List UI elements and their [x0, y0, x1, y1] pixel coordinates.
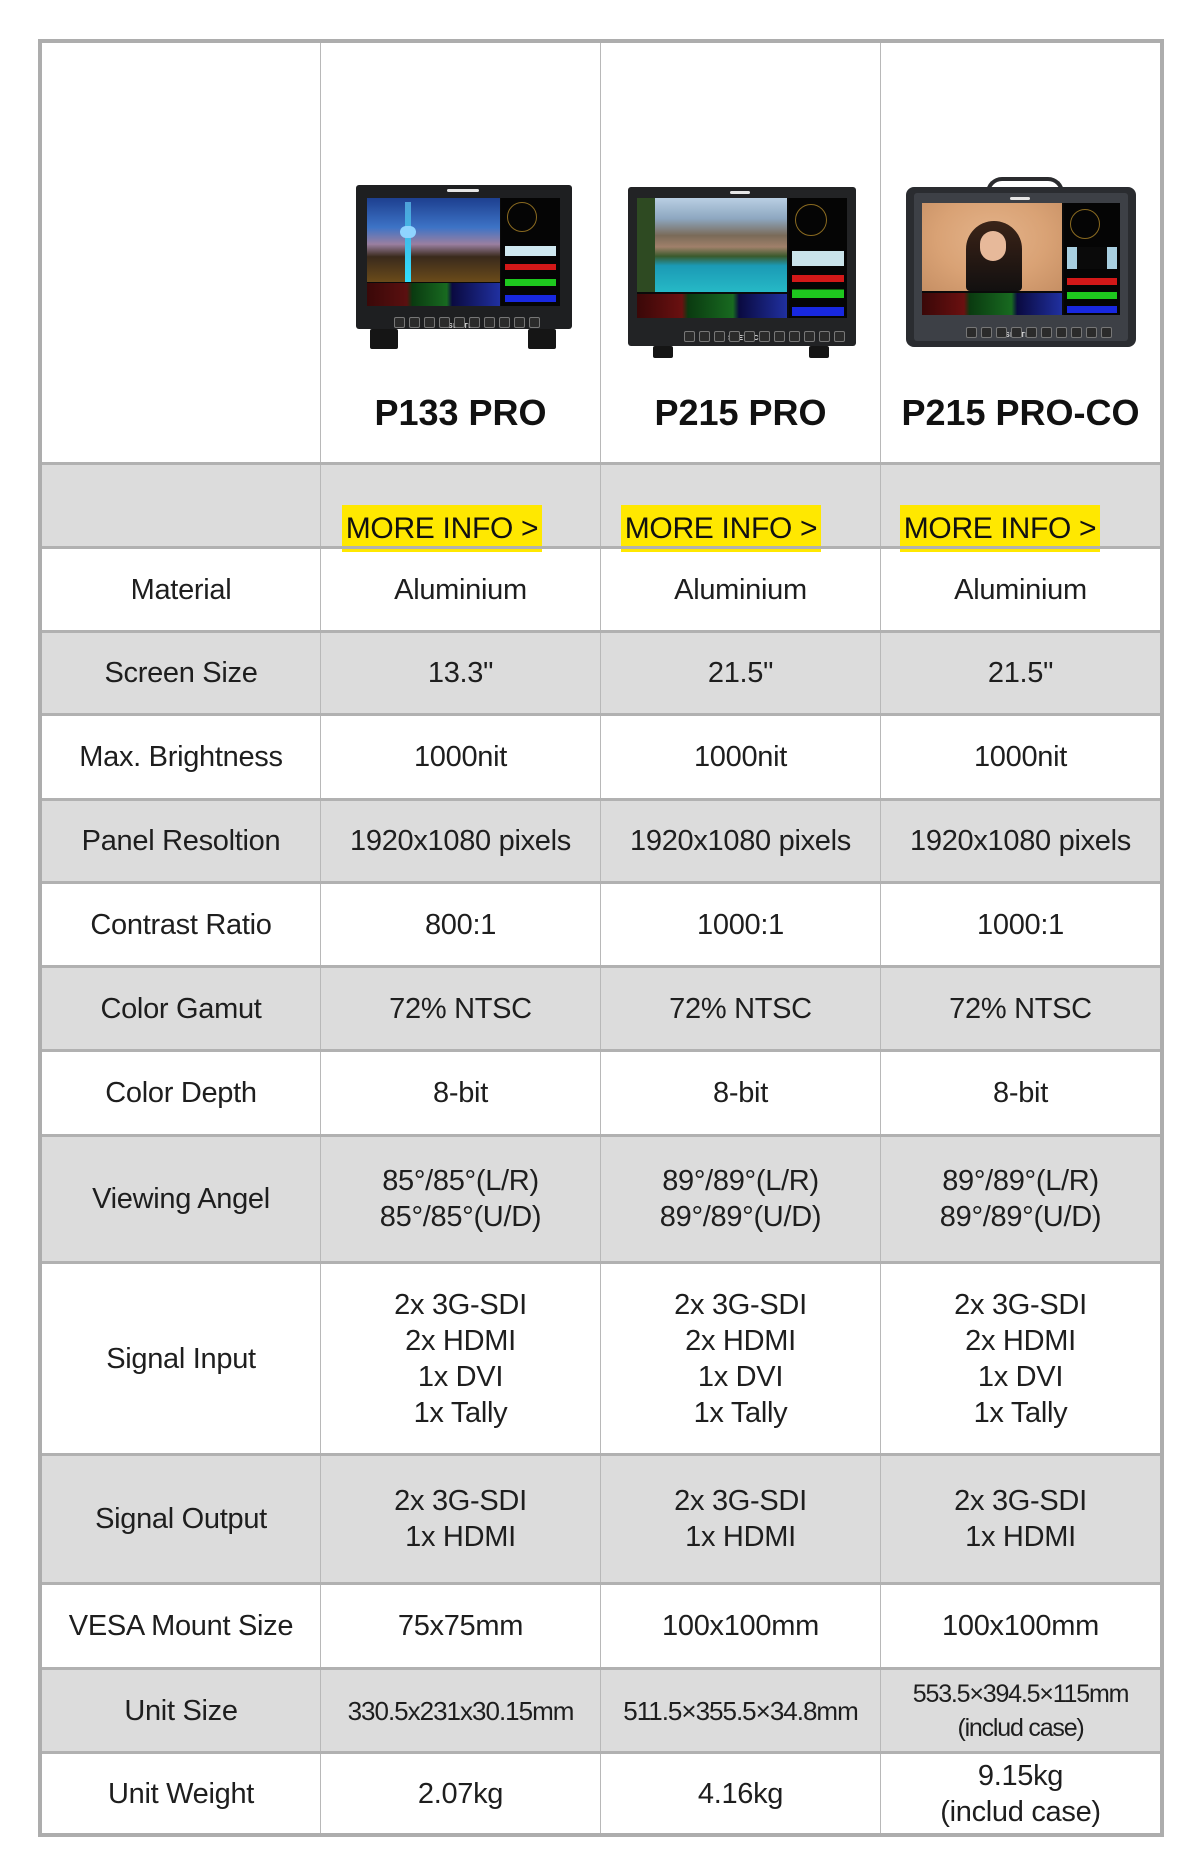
spec-row-viewing-angle [42, 1134, 1160, 1261]
spec-label: Contrast Ratio [90, 908, 272, 941]
spec-value-line: 89°/89°(L/R) [662, 1165, 819, 1197]
more-info-row [42, 462, 1160, 546]
spec-value-line: 2x 3G-SDI [394, 1485, 527, 1517]
spec-value-line: 1x HDMI [685, 1521, 796, 1553]
more-info-empty-cell [42, 465, 320, 546]
spec-value-line: 1x DVI [697, 1360, 784, 1393]
spec-value: 100x100mm [880, 1585, 1160, 1667]
product-header-row [42, 43, 1160, 462]
spec-value: 330.5x231x30.15mm [320, 1670, 600, 1751]
spec-value: 21.5" [600, 633, 880, 713]
spec-value: 1000nit [880, 716, 1160, 798]
spec-label: Screen Size [104, 657, 258, 689]
spec-value: 2.07kg [320, 1754, 600, 1833]
spec-value: 100x100mm [600, 1585, 880, 1667]
spec-value-line: (includ case) [940, 1795, 1101, 1828]
spec-value-line: 1x HDMI [965, 1521, 1076, 1553]
spec-value: 1000:1 [880, 884, 1160, 965]
spec-value-line: 2x 3G-SDI [674, 1485, 807, 1517]
more-info-cell [600, 465, 880, 546]
spec-value-line: 2x 3G-SDI [394, 1288, 527, 1321]
more-info-button-p133-pro[interactable]: MORE INFO > [342, 505, 542, 552]
monitor-p215-pro-co-image[interactable] [906, 177, 1136, 355]
spec-value-line: 1x DVI [417, 1360, 504, 1393]
spec-value: 8-bit [600, 1052, 880, 1134]
more-info-button-p215-pro[interactable]: MORE INFO > [621, 505, 821, 552]
spec-value-line: 9.15kg [977, 1759, 1064, 1792]
spec-row-max-brightness [42, 713, 1160, 798]
spec-value: 1920x1080 pixels [880, 801, 1160, 881]
spec-value-line: 2x HDMI [965, 1324, 1076, 1357]
spec-label: Signal Input [106, 1342, 256, 1375]
spec-value-line: 2x HDMI [405, 1324, 516, 1357]
spec-value: 8-bit [320, 1052, 600, 1134]
spec-value-line: 1x DVI [977, 1360, 1064, 1393]
more-info-cell [880, 465, 1160, 546]
spec-value [600, 1456, 880, 1582]
more-info-button-p215-pro-co[interactable]: MORE INFO > [900, 505, 1100, 552]
spec-value-line: 89°/89°(U/D) [659, 1201, 822, 1233]
spec-label: VESA Mount Size [68, 1610, 294, 1642]
header-empty-cell [42, 43, 320, 462]
product-column-header-p133-pro [320, 43, 600, 462]
spec-value [320, 1456, 600, 1582]
spec-value [880, 1264, 1160, 1453]
spec-value-line: 1x Tally [973, 1396, 1068, 1429]
product-name: P215 PRO-CO [901, 392, 1140, 433]
spec-row-vesa-mount-size [42, 1582, 1160, 1667]
product-column-header-p215-pro [600, 43, 880, 462]
spec-label: Unit Weight [107, 1777, 255, 1810]
spec-value: 4.16kg [600, 1754, 880, 1833]
spec-value: 1000:1 [600, 884, 880, 965]
spec-value-line: 553.5×394.5×115mm [912, 1679, 1129, 1708]
spec-value-line: 1x Tally [413, 1396, 508, 1429]
spec-label: Signal Output [95, 1503, 267, 1535]
spec-value-line: 2x 3G-SDI [674, 1288, 807, 1321]
spec-label: Color Gamut [100, 992, 262, 1025]
spec-value [600, 1137, 880, 1261]
spec-label: Unit Size [124, 1694, 238, 1727]
spec-row-panel-resolution [42, 798, 1160, 881]
spec-value-line: 85°/85°(L/R) [382, 1165, 539, 1197]
more-info-cell [320, 465, 600, 546]
spec-value-line: 2x 3G-SDI [954, 1485, 1087, 1517]
product-name: P215 PRO [654, 392, 827, 433]
spec-value: 1920x1080 pixels [600, 801, 880, 881]
spec-value [880, 1137, 1160, 1261]
spec-row-unit-size [42, 1667, 1160, 1751]
spec-value: 800:1 [320, 884, 600, 965]
spec-value-line: 89°/89°(L/R) [942, 1165, 1099, 1197]
spec-value: 1000nit [600, 716, 880, 798]
spec-row-signal-input [42, 1261, 1160, 1453]
spec-label: Material [130, 573, 232, 606]
monitor-p133-pro-image[interactable] [356, 185, 572, 357]
spec-value: Aluminium [880, 549, 1160, 630]
spec-label: Viewing Angel [92, 1183, 270, 1215]
spec-value-line: 89°/89°(U/D) [939, 1201, 1102, 1233]
spec-value: 1000nit [320, 716, 600, 798]
spec-value-line: 1x Tally [693, 1396, 788, 1429]
spec-value [320, 1264, 600, 1453]
spec-row-contrast-ratio [42, 881, 1160, 965]
spec-value: 1920x1080 pixels [320, 801, 600, 881]
spec-value-line: 2x HDMI [685, 1324, 796, 1357]
spec-value: 72% NTSC [320, 968, 600, 1049]
spec-row-unit-weight [42, 1751, 1160, 1833]
spec-row-color-depth [42, 1049, 1160, 1134]
spec-value: 75x75mm [320, 1585, 600, 1667]
spec-value: Aluminium [320, 549, 600, 630]
spec-value [880, 1456, 1160, 1582]
spec-value [320, 1137, 600, 1261]
spec-label: Max. Brightness [79, 741, 283, 773]
spec-row-color-gamut [42, 965, 1160, 1049]
product-column-header-p215-pro-co [880, 43, 1160, 462]
monitor-p215-pro-image[interactable] [628, 187, 856, 359]
spec-value: 72% NTSC [600, 968, 880, 1049]
spec-row-material [42, 546, 1160, 630]
spec-value: 72% NTSC [880, 968, 1160, 1049]
spec-row-signal-output [42, 1453, 1160, 1582]
product-name: P133 PRO [374, 392, 547, 433]
spec-value: 511.5×355.5×34.8mm [600, 1670, 880, 1751]
spec-value-line: 85°/85°(U/D) [379, 1201, 542, 1233]
product-comparison-table [38, 39, 1164, 1837]
spec-value-line: (includ case) [957, 1713, 1084, 1742]
spec-label: Panel Resoltion [81, 825, 281, 857]
spec-value [880, 1670, 1160, 1751]
spec-value-line: 2x 3G-SDI [954, 1288, 1087, 1321]
spec-row-screen-size [42, 630, 1160, 713]
spec-label: Color Depth [105, 1077, 257, 1109]
spec-value-line: 1x HDMI [405, 1521, 516, 1553]
spec-value [880, 1754, 1160, 1833]
spec-value: Aluminium [600, 549, 880, 630]
spec-value: 8-bit [880, 1052, 1160, 1134]
spec-value [600, 1264, 880, 1453]
spec-value: 13.3" [320, 633, 600, 713]
spec-value: 21.5" [880, 633, 1160, 713]
